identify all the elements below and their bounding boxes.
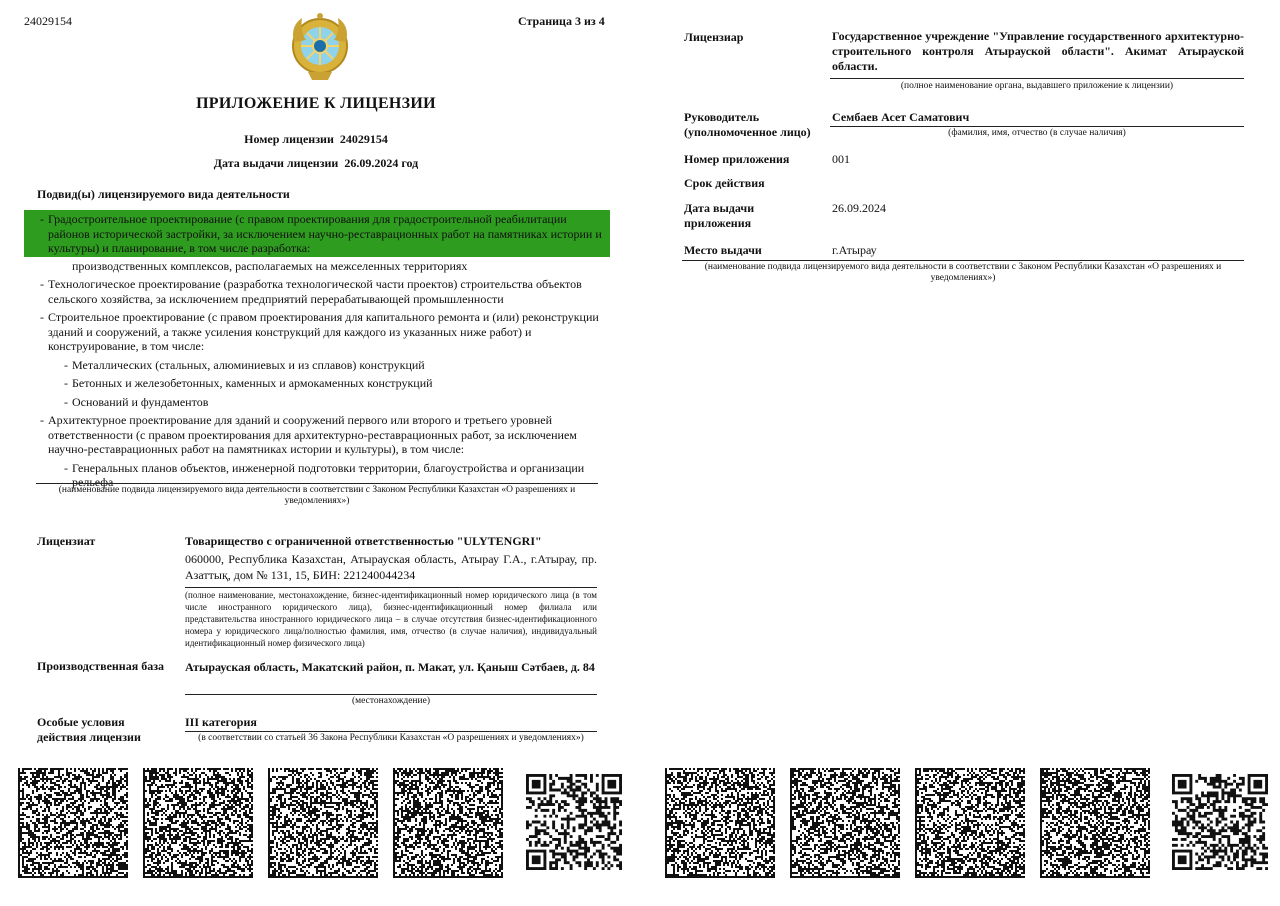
appendix-number-label: Номер приложения <box>684 152 790 166</box>
activity-text: Архитектурное проектирование для зданий и сооружений первого или второго и третьего уровней ответственности (с правом проектирования для архитектурно-реставрационных работ, за исключением научно-реставрационных работ на памятниках истории и культуры), в том числе: <box>48 413 577 456</box>
qr-code <box>1172 774 1268 870</box>
datamatrix-code <box>790 768 900 878</box>
head-note: (фамилия, имя, отчество (в случае наличия) <box>830 126 1244 139</box>
datamatrix-code <box>268 768 378 878</box>
list-subitem: - Металлических (стальных, алюминиевых и из сплавов) конструкций <box>64 357 425 372</box>
licensee-name: Товарищество с ограниченной ответственностью "ULYTENGRI" <box>185 534 542 548</box>
right-page <box>640 0 1280 906</box>
datamatrix-code <box>393 768 503 878</box>
list-item: - Архитектурное проектирование для зданий и сооружений первого или второго и третьего уровней ответственности (с правом проектирования для архитектурно-реставрационных работ, за исключением научно-реставрационных работ на памятниках истории и культуры), в том числе: <box>40 413 577 456</box>
document-number: 24029154 <box>24 14 72 28</box>
activity-text: Генеральных планов объектов, инженерной подготовки территории, благоустройства и организации рельефа <box>72 460 585 489</box>
licensee-address: 060000, Республика Казахстан, Атырауская область, Атырау Г.А., г.Атырау, пр. Азаттық, дом № 131, 15, БИН: 221240044234 <box>185 552 597 582</box>
place-note: (наименование подвида лицензируемого вида деятельности в соответствии с Законом Республики Казахстан «О разрешениях и уведомлениях») <box>682 260 1244 284</box>
production-base-note: (местонахождение) <box>185 694 597 707</box>
page-title: ПРИЛОЖЕНИЕ К ЛИЦЕНЗИИ <box>196 95 436 112</box>
issue-date: 26.09.2024 год <box>344 156 419 170</box>
list-subitem: - Генеральных планов объектов, инженерной подготовки территории, благоустройства и организации рельефа <box>64 460 585 489</box>
head-label-line: (уполномоченное лицо) <box>684 125 811 139</box>
head-label <box>684 110 811 140</box>
activity-text: Бетонных и железобетонных, каменных и армокаменных конструкций <box>72 376 433 390</box>
datamatrix-code <box>665 768 775 878</box>
conditions-note: (в соответствии со статьей 36 Закона Республики Казахстан «О разрешениях и уведомлениях») <box>185 731 597 744</box>
appendix-date-label-line: Дата выдачи <box>684 201 755 215</box>
appendix-date-label <box>684 201 754 231</box>
activity-text: Строительное проектирование (с правом проектирования для капитального ремонта и (или) реконструкции зданий и сооружений, а также усиления конструкций для каждого из указанных ниже работ) и конструирование, в том числе: <box>48 310 599 353</box>
licensee-label: Лицензиат <box>37 534 96 548</box>
licensor-value: Государственное учреждение "Управление государственного архитектурно-строительного контроля Атырауской области". Акимат Атырауской области. <box>832 29 1244 73</box>
license-number-row <box>0 132 632 147</box>
licensor-note: (полное наименование органа, выдавшего приложение к лицензии) <box>830 78 1244 92</box>
state-emblem-icon <box>288 12 352 82</box>
activity-text: производственных комплексов, располагаемых на межселенных территориях <box>72 258 468 273</box>
subtypes-note: (наименование подвида лицензируемого вида деятельности в соответствии с Законом Республики Казахстан «О разрешениях и уведомлениях») <box>36 483 598 507</box>
page-indicator: Страница 3 из 4 <box>518 14 605 28</box>
appendix-date-label-line: приложения <box>684 216 752 230</box>
license-number: 24029154 <box>339 132 388 146</box>
conditions-value: III категория <box>185 715 257 729</box>
licensee-note: (полное наименование, местонахождение, бизнес-идентификационный номер юридического лица (в том числе иностранного юридического лица), бизнес-идентификационный номер филиала или представительства иностранного юридического лица – в случае отсутствия бизнес-идентификационного номера у юридического лица/полностью фамилия, имя, отчество (в случае наличия), индивидуальный идентификационный номер физического лица) <box>185 587 597 649</box>
datamatrix-code <box>18 768 128 878</box>
activity-text: Металлических (стальных, алюминиевых и из сплавов) конструкций <box>72 357 425 372</box>
datamatrix-code <box>915 768 1025 878</box>
licensor-label: Лицензиар <box>684 30 744 44</box>
appendix-number: 001 <box>832 152 850 166</box>
license-number-label: Номер лицензии <box>244 132 334 146</box>
qr-code <box>526 774 622 870</box>
activity-text: Технологическое проектирование (разработка технологической части проектов) строительства объектов сельского хозяйства, за исключением предприятий перерабатывающей промышленности <box>48 277 582 306</box>
conditions-label <box>37 715 141 745</box>
list-subitem: - Оснований и фундаментов <box>64 394 209 409</box>
head-label-line: Руководитель <box>684 110 760 124</box>
conditions-label-line: Особые условия <box>37 715 125 729</box>
place-label: Место выдачи <box>684 243 762 257</box>
production-base-value: Атырауская область, Макатский район, п. Макат, ул. Қаныш Сәтбаев, д. 84 <box>185 660 595 674</box>
conditions-label-line: действия лицензии <box>37 730 141 744</box>
head-value: Сембаев Асет Саматович <box>832 110 970 124</box>
datamatrix-code <box>1040 768 1150 878</box>
activity-text: Градостроительное проектирование (с правом проектирования для градостроительной реабилитации районов исторической застройки, за исключением научно-реставрационных работ на памятниках истории и культуры) и планирование, в том числе разработка: <box>48 212 602 255</box>
production-base-label: Производственная база <box>37 659 165 673</box>
validity-label: Срок действия <box>684 176 765 190</box>
list-item: - Градостроительное проектирование (с правом проектирования для градостроительной реабилитации районов исторической застройки, за исключением научно-реставрационных работ на памятниках истории и культуры) и планирование, в том числе разработка: <box>40 212 602 255</box>
list-item: - Строительное проектирование (с правом проектирования для капитального ремонта и (или) реконструкции зданий и сооружений, а также усиления конструкций для каждого из указанных ниже работ) и конструирование, в том числе: <box>40 310 599 353</box>
subtypes-heading: Подвид(ы) лицензируемого вида деятельности <box>37 187 290 201</box>
list-subitem: - Бетонных и железобетонных, каменных и армокаменных конструкций <box>64 376 433 390</box>
list-item: - Технологическое проектирование (разработка технологической части проектов) строительства объектов сельского хозяйства, за исключением предприятий перерабатывающей промышленности <box>40 277 582 306</box>
place-value: г.Атырау <box>832 243 877 257</box>
highlighted-activity <box>24 210 610 257</box>
issue-date-row <box>0 156 632 171</box>
list-item-continuation <box>24 259 610 274</box>
activity-text: Оснований и фундаментов <box>72 394 209 409</box>
issue-date-label: Дата выдачи лицензии <box>213 156 339 170</box>
activity-list <box>24 210 610 490</box>
appendix-date: 26.09.2024 <box>832 201 886 215</box>
datamatrix-code <box>143 768 253 878</box>
